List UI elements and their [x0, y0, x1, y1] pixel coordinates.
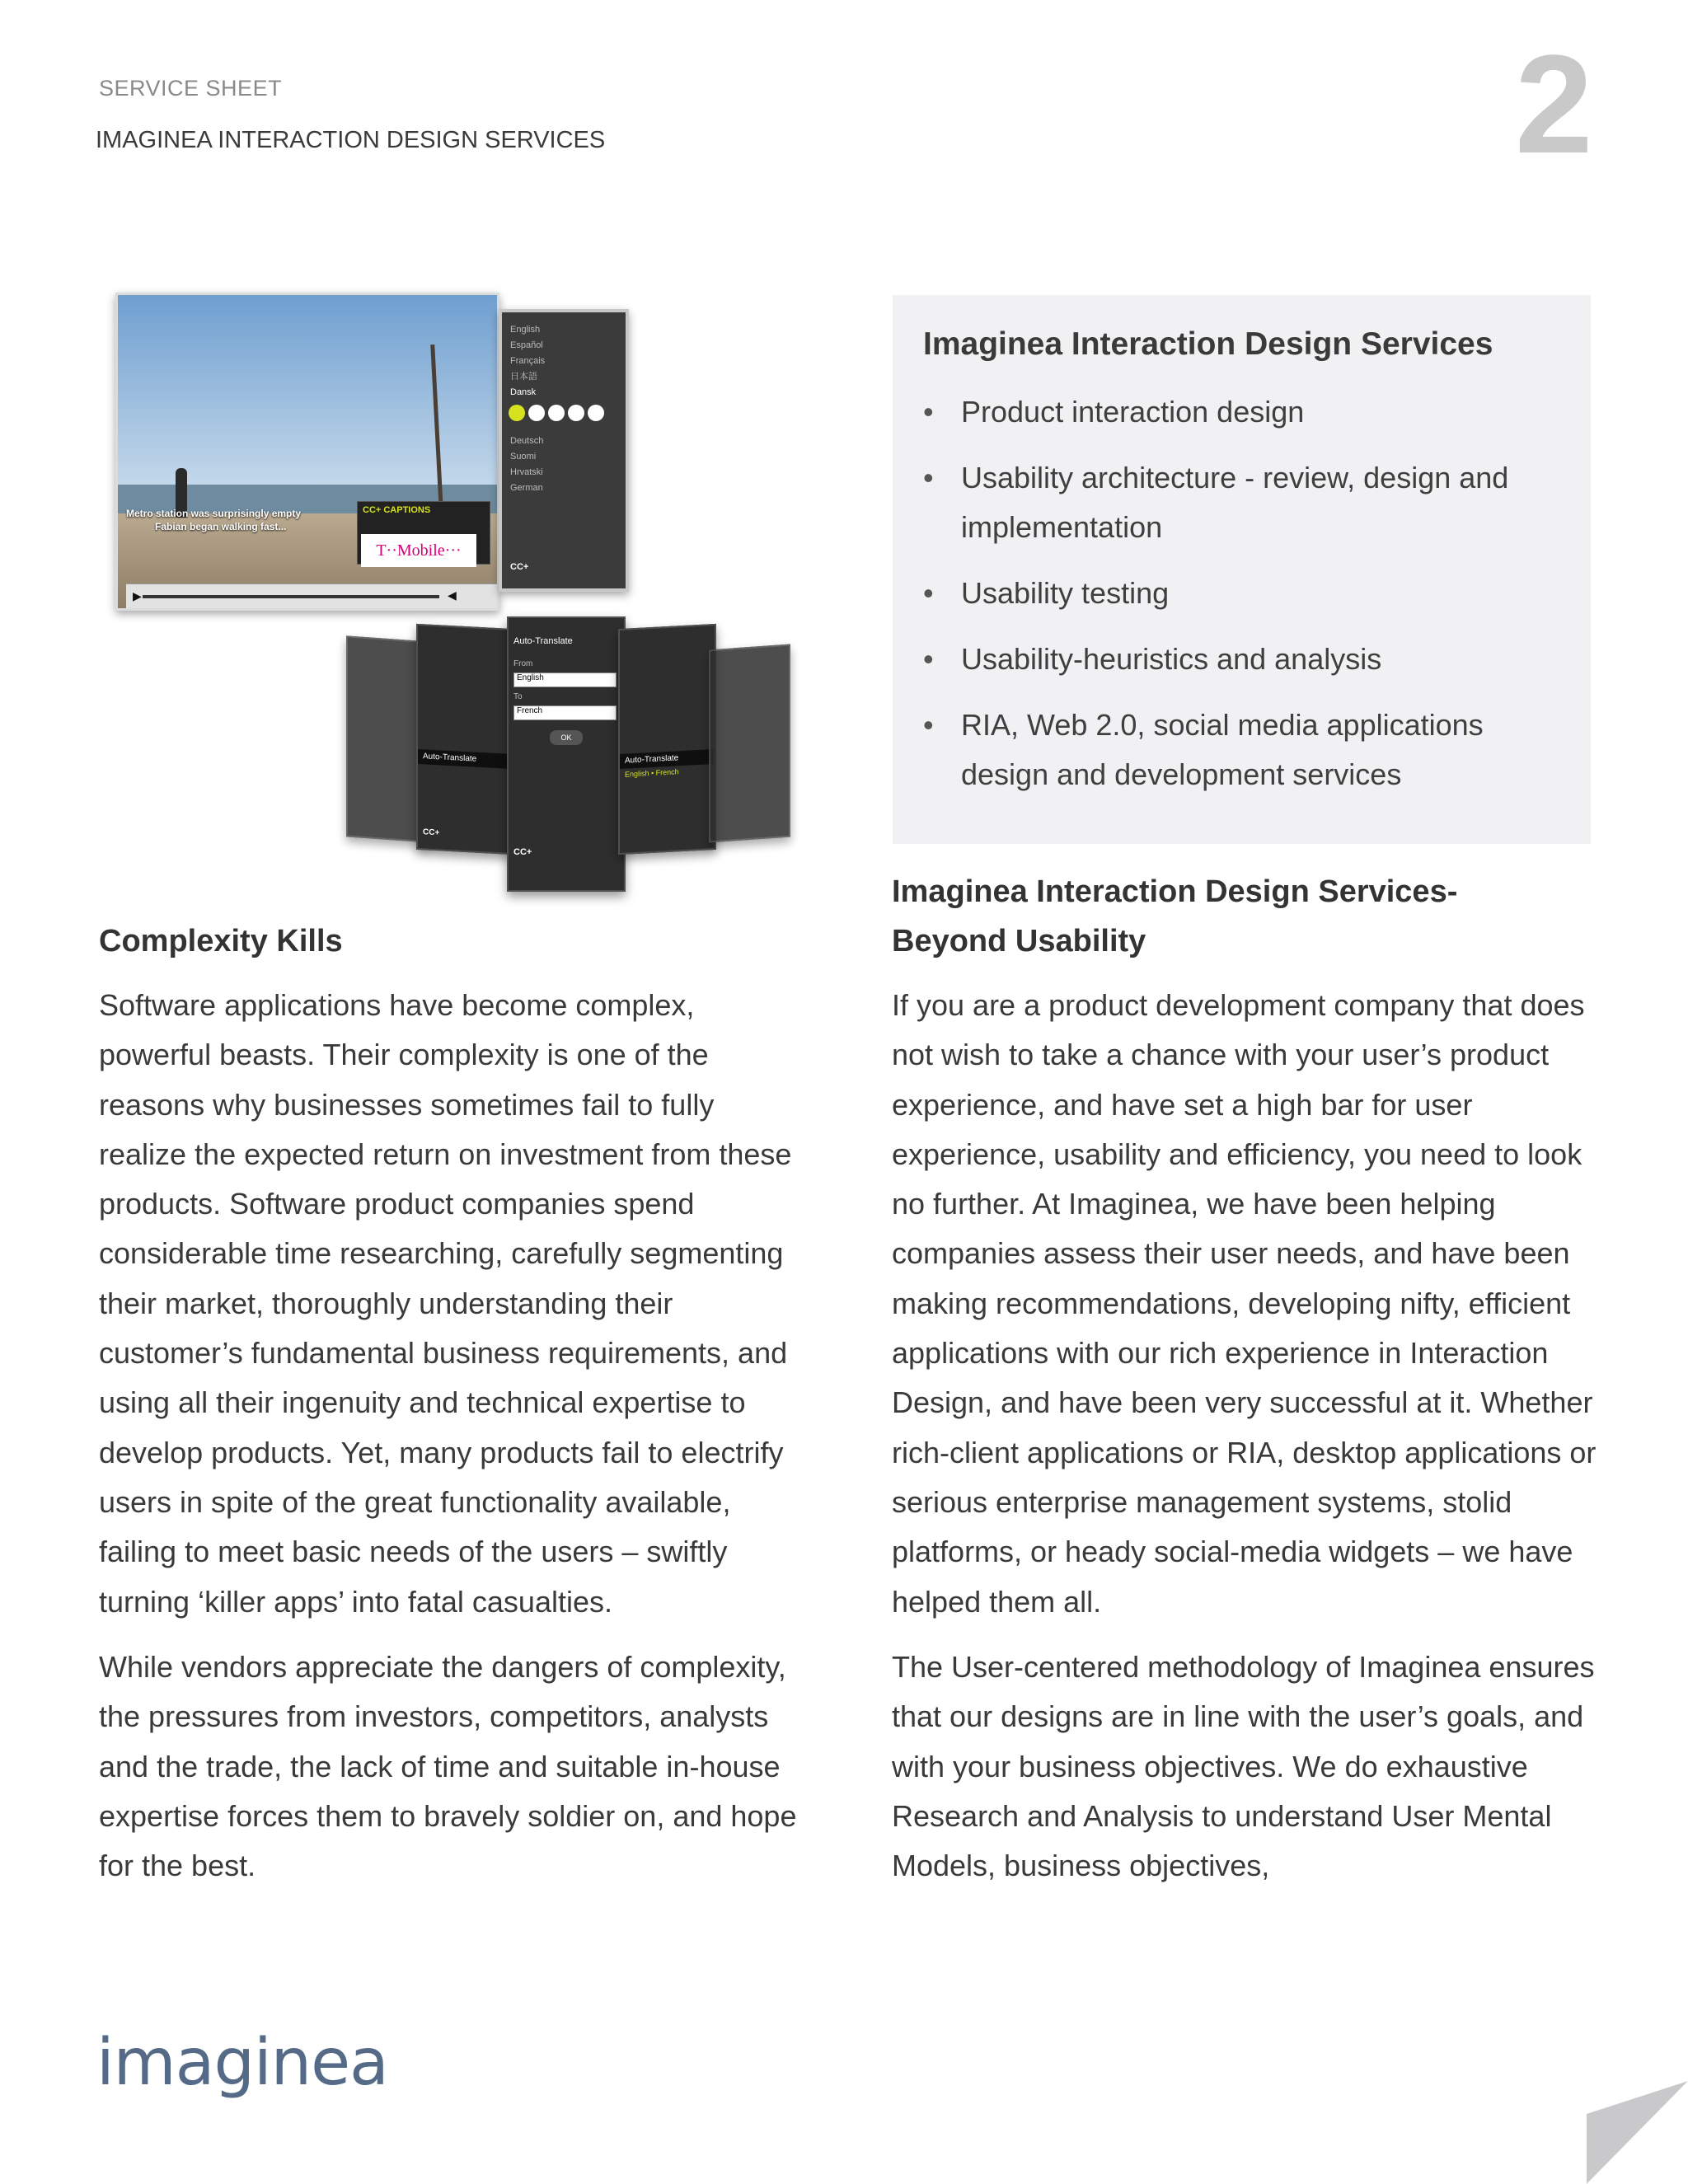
video-player-screenshot: [115, 293, 499, 611]
auto-translate-strip-right: Auto-Translate: [620, 749, 714, 769]
sheet-title: IMAGINEA INTERACTION DESIGN SERVICES: [96, 127, 606, 153]
cc-label: CC+: [513, 847, 532, 857]
language-item: Français: [510, 356, 546, 366]
cc-label: CC+: [423, 827, 440, 838]
product-image: [107, 293, 799, 886]
captions-label: CC+ CAPTIONS: [363, 505, 431, 515]
panel-left: [416, 624, 514, 855]
language-item: Suomi: [510, 452, 537, 462]
cc-icon: [548, 405, 565, 421]
list-item: • RIA, Web 2.0, social media applications design and development services: [923, 701, 1566, 799]
list-item: • Usability-heuristics and analysis: [923, 635, 1566, 684]
cc-icon: [528, 405, 545, 421]
auto-translate-panel: [507, 616, 626, 892]
to-label: To: [513, 692, 523, 701]
imaginea-logo: imaginea: [96, 2026, 388, 2100]
language-item: Dansk: [510, 387, 537, 397]
language-item: German: [510, 483, 543, 493]
sheet-label: SERVICE SHEET: [99, 76, 283, 101]
complexity-paragraph-1: Software applications have become complex, powerful beasts. Their complexity is one of the reasons why businesses sometimes fail to fully realize the expected return on investment from these products. Software product companies spend considerable time researching, carefully segmenting their market, thoroughly understanding their customer’s fundamental business requirements, and using all their ingenuity and technical expertise to develop products. Yet, many products fail to electrify users in spite of the great functionality available, failing to meet basic needs of the users – swiftly turning ‘killer apps’ into fatal casualties.: [99, 988, 792, 1619]
services-heading: Imaginea Interaction Design Services: [923, 326, 1493, 362]
beyond-usability-paragraph-1: If you are a product development company that does not wish to take a chance with your user’s product experience, and have set a high bar for user experience, usability and efficiency, you need to look no further. At Imaginea, we have been helping companies assess their user needs, and have been making recommendations, developing nifty, efficient applications with our rich experience in Interaction Design, and have been very successful at it. Whether rich-client applications or RIA, desktop applications or serious enterprise management systems, stolid platforms, or heady social-media widgets – we have helped them all.: [892, 988, 1597, 1619]
complexity-paragraph-2: While vendors appreciate the dangers of complexity, the pressures from investors, competitors, analysts and the trade, the lack of time and suitable in-house expertise forces them to bravely soldier on, and hope for the best.: [99, 1650, 797, 1883]
language-item: 日本語: [510, 372, 537, 382]
beyond-usability-paragraph-2: The User-centered methodology of Imaginea ensures that our designs are in line with the user’s goals, and with your business objectives. We do exhaustive Research and Analysis to understand User Mental Models, business objectives,: [892, 1650, 1595, 1883]
volume-icon: ◀: [448, 588, 457, 602]
cc-icon: [588, 405, 604, 421]
complexity-heading: Complexity Kills: [99, 924, 343, 958]
cc-toggle-icon: [509, 405, 525, 421]
list-item: • Usability architecture - review, design and implementation: [923, 453, 1566, 552]
to-select: French: [513, 705, 617, 720]
tmobile-logo: T··Mobile···: [361, 534, 476, 567]
caption-line-1: Metro station was surprisingly empty: [126, 508, 302, 519]
ok-button: OK: [550, 730, 583, 745]
panel-right-far: [709, 644, 790, 843]
play-icon: ▶: [133, 589, 142, 602]
from-label: From: [513, 659, 533, 668]
language-item: English: [510, 325, 541, 335]
language-item: Español: [510, 340, 543, 350]
beyond-usability-heading: Imaginea Interaction Design Services- Beyond Usability: [892, 874, 1458, 958]
cc-label: CC+: [510, 562, 529, 572]
cc-icon: [568, 405, 584, 421]
language-pair: English • French: [625, 767, 679, 779]
services-list: [923, 387, 1566, 816]
seek-bar: [143, 595, 439, 598]
language-panel: [499, 309, 629, 592]
caption-buttons: [509, 405, 607, 425]
page-curl-icon: [1587, 2081, 1688, 2184]
from-select: English: [513, 673, 617, 687]
page-number: 2: [1515, 26, 1593, 183]
auto-translate-title: Auto-Translate: [513, 636, 573, 646]
caption-line-2: Fabian began walking fast...: [155, 521, 287, 532]
panel-right: [618, 624, 716, 855]
list-item: • Product interaction design: [923, 387, 1566, 437]
language-item: Hrvatski: [510, 467, 543, 477]
auto-translate-strip-left: Auto-Translate: [418, 749, 512, 769]
list-item: • Usability testing: [923, 569, 1566, 618]
language-item: Deutsch: [510, 436, 544, 446]
